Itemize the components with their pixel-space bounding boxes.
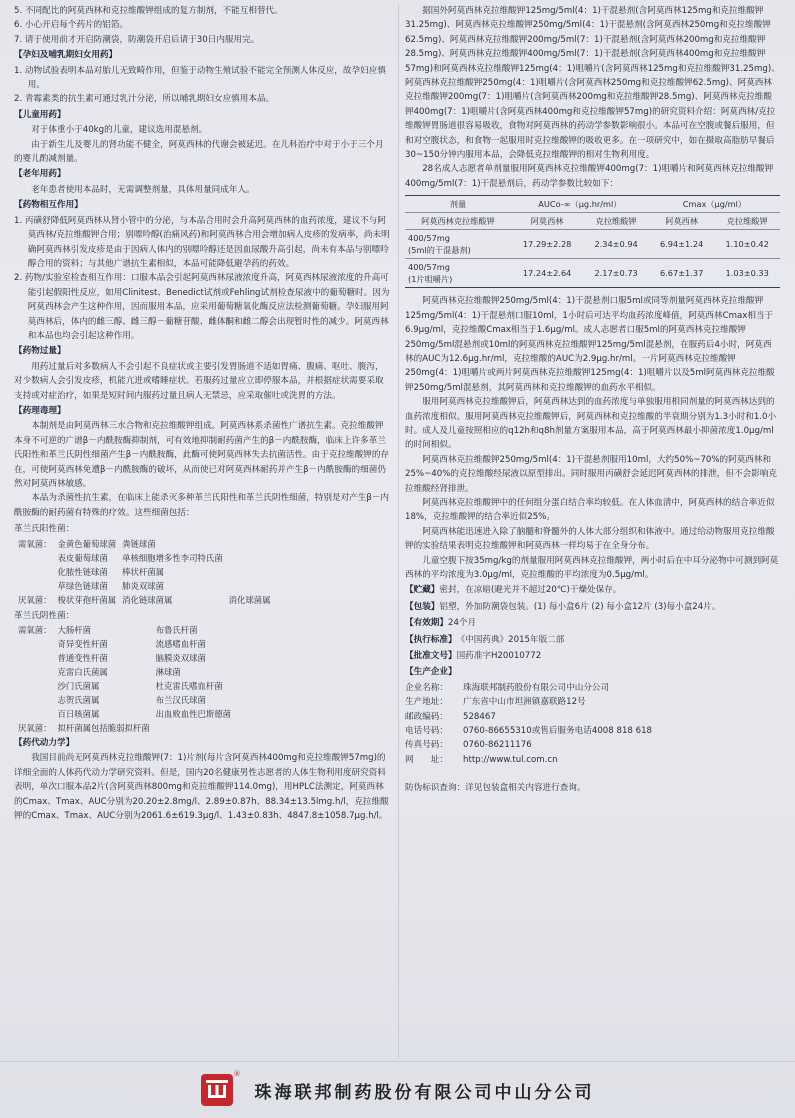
company-logo-icon [201,1070,241,1106]
manufacturer-postcode-line [405,710,780,724]
overdose-paragraph: 用药过量后对多数病人不会引起不良症状或主要引发胃肠道不适如胃痛、腹痛、呕吐、腹泻，对少数病人会引发皮疹，机能亢进或嗜睡症状。若服药过量应立即停服本品，并根据症状需要采取支持或对症治疗，如果是短时间内服药过量且病人无禁忌，应采取催吐或洗胃的方法。 [14,361,384,401]
pharmacokinetics-paragraph: 阿莫西林能迅速进入除了脑髓和脊髓外的人体大部分组织和体液中。通过给动物服用克拉维酸钾的实验结果表明克拉维酸钾和阿莫西林一样均易于在全身分布。 [405,526,775,552]
interaction-item: 1. 丙磺舒降低阿莫西林从肾小管中的分泌，与本品合用时会升高阿莫西林的血药浓度，建议不与阿莫西林/克拉维酸钾合用；别嘌呤醇(治痛风药)和阿莫西林合用会增加病人皮疹的发病率，尚未明确阿莫西林引发皮疹是由于因病人体内的别嘌呤醇还是因血尿酸升高引起，尚未有本品与别嘌呤醇合用的资料；与其他广谱抗生素相似，本品可能降低避孕药的药效。 [14,215,390,269]
standard-heading: 【执行标准】 [405,634,457,645]
children-heading: 【儿童用药】 [14,109,66,120]
left-column [14,4,390,1058]
approval-text: 国药准字H20010772 [456,651,542,662]
table-cell [156,721,237,735]
children-paragraph: 由于新生儿及婴儿的肾功能不健全，阿莫西林的代谢会被延迟。在儿科治疗中对于小于三个月的婴儿酌减剂量。 [14,139,384,165]
table-cell: 需氧菌： [18,625,52,636]
children-paragraph: 对于体重小于40kg的儿童，建议选用混悬剂。 [31,125,208,136]
table-row [18,593,277,607]
table-cell: 大肠杆菌 [57,625,91,636]
approval-line [405,648,780,664]
table-cell [229,565,277,579]
manufacturer-value: 广东省中山市坦洲镇嘉联路12号 [463,697,586,708]
manufacturer-key: 企业名称： [405,682,448,693]
table-cell: 淋球菌 [155,667,181,678]
validity-line [405,615,780,631]
manufacturer-name-line [405,681,780,695]
note-item-5: 5. 不同配比的阿莫西林和克拉维酸钾组成的复方制剂，不能互相替代。 [14,6,283,16]
table-cell: 沙门氏菌属 [57,681,100,692]
interaction-item: 2. 药物/实验室检查相互作用：口服本品会引起阿莫西林尿液浓度升高，阿莫西林尿液浓度的升高可能引起假阳性反应，如用Clinitest、Benedict试剂或Fehling试剂检查尿液中的葡萄糖时。因为阿莫西林会产生这种作用，因而服用本品，应采用葡萄糖氧化酶反应法检测葡萄糖。孕妇服用阿莫西林后，体内的雌三醇、雌三醇－葡糖苷酸、雌体酮和雌二醇会出现暂时性的减少。阿莫西林和本品也均会引起这种作用。 [14,273,390,341]
pharmacokinetics-paragraph: 阿莫西林克拉维酸钾250mg/5ml(4：1)干混悬剂服用10ml，大约50%~70%的阿莫西林和25%~40%的克拉维酸经尿液以原型排出。同时服用丙磺舒会延迟阿莫西林的排泄，但不会影响克拉维酸经肾排泄。 [405,454,777,494]
standard-text: 《中国药典》2015年版二部 [456,634,565,645]
table-cell: 布兰汉氏球菌 [155,695,206,706]
table-cell: 2.34±0.94 [583,230,649,259]
gram-positive-title: 革兰氏阳性菌： [14,524,75,535]
table-row [405,259,780,288]
table-cell: 1.10±0.42 [714,230,780,259]
table-cell: 17.29±2.28 [511,230,583,259]
gram-negative-title: 革兰氏阴性菌： [14,610,75,621]
table-cell: 厌氧菌： [18,594,52,605]
right-column [398,4,780,1058]
table-cell: 表皮葡萄球菌 [57,552,108,563]
storage-line [405,582,780,598]
pregnancy-heading: 【孕妇及哺乳期妇女用药】 [14,50,118,61]
pregnancy-item: 2. 青霉素类的抗生素可通过乳汁分泌，所以哺乳期妇女应慎用本品。 [14,94,275,105]
table-row [18,707,237,721]
manufacturer-value: 528467 [463,711,496,722]
table-cell: 布鲁氏杆菌 [155,625,198,636]
pharmacology-paragraph: 本制剂是由阿莫西林三水合物和克拉维酸钾组成。阿莫西林系杀菌性广谱抗生素。克拉维酸钾本身不可逆的广谱β－内酰胺酶抑制剂，可有效地抑制耐药菌产生的β－内酰胺酶，临床上许多革兰氏阳性和革兰氏阴性细菌产生β－内酰胺酶，此酶可使阿莫西林失去抗菌活性。由于克拉维酸钾的存在，可使阿莫西林免遭β－内酰胺酶的破坏，从而使已对阿莫西林耐药并产生β－内酰胺酶的细菌仍然对阿莫西林敏感。 [14,421,390,489]
tul-logo-mark [204,1077,230,1103]
table-cell: 6.67±1.37 [649,259,715,288]
table-cell: 流感嗜血杆菌 [155,639,206,650]
subheader-cell: 阿莫西林 [511,213,583,230]
table-cell: 脑膜炎双球菌 [155,653,206,664]
manufacturer-value: http://www.tul.com.cn [463,754,558,765]
table-cell [229,579,277,593]
table-cell: 草绿色链球菌 [57,580,108,591]
gram-positive-table [18,537,277,607]
package-text: 铝塑，外加防潮袋包装。(1) 每小盒6片 (2) 每小盒12片 (3)每小盒24片。 [439,601,721,612]
interactions-heading: 【药物相互作用】 [14,200,83,211]
table-row [18,551,277,565]
manufacturer-value: 0760-86211176 [463,740,532,751]
storage-text: 密封，在凉暗(避光并不超过20℃)干燥处保存。 [439,585,622,596]
pregnancy-item: 1. 动物试验表明本品对胎儿无致畸作用，但鉴于动物生殖试验不能完全预测人体反应，故孕妇应慎用。 [14,65,386,91]
manufacturer-key: 传真号码： [405,740,448,751]
table-row [18,637,237,651]
elderly-paragraph: 老年患者使用本品时，无需调整剂量，具体用量同成年人。 [31,184,255,195]
table-row [18,565,277,579]
pharmacokinetics-heading: 【药代动力学】 [14,738,75,749]
anti-fake-note: 防伪标识查询：详见包装盒相关内容进行查询。 [405,783,586,794]
dose-value: 400/57mg [408,233,450,244]
table-cell [18,693,58,707]
table-row [18,651,237,665]
dose-form: (5ml的干混悬剂) [408,245,471,256]
pharmacology-paragraph: 本品为杀菌性抗生素，在临床上能杀灭多种革兰氏阳性和革兰氏阴性细菌，特别是对产生β－内酰胺酶的耐药菌有特殊的疗效。这些细菌包括： [14,493,390,518]
manufacturer-heading: 【生产企业】 [405,667,457,678]
manufacturer-key: 邮政编码： [405,711,448,722]
table-cell: 金黄色葡萄球菌 [57,538,117,549]
dose-value: 400/57mg [408,262,450,273]
table-cell: 梭状芽孢杆菌属 [57,594,117,605]
standard-line [405,632,780,648]
table-cell: 化脓性链球菌 [57,566,108,577]
table-cell [18,679,58,693]
table-cell: 普通变性杆菌 [57,653,108,664]
table-cell: 厌氧菌： [18,723,52,734]
table-row [18,579,277,593]
table-cell: 消化链球菌属 [122,594,173,605]
pk-comparison-table [405,195,780,288]
pharmacokinetics-paragraph: 服用阿莫西林克拉维酸钾后，阿莫西林达到的血药浓度与单独服用相同剂量的阿莫西林达到的血药浓度相似。服用阿莫西林克拉维酸钾后，阿莫西林和克拉维酸的半衰期分别为1.3小时和1.0小时。成人及儿童按照相应的q12h和q8h剂量方案服用本品，高于阿莫西林最小抑菌浓度1.0μg/ml的时间相似。 [405,397,777,451]
table-row [18,537,277,551]
registered-mark-icon: ® [233,1070,241,1078]
table-cell [18,551,58,565]
pharmacokinetics-paragraph: 阿莫西林克拉维酸钾中的任何组分蛋白结合率均较低。在人体血清中，阿莫西林的结合率近似18%，克拉维酸钾的结合率近似25%。 [405,497,775,523]
col-header-dose: 剂量 [405,196,511,213]
table-row [18,679,237,693]
manufacturer-address-line [405,695,780,709]
storage-heading: 【贮藏】 [405,585,440,596]
note-item-6: 6. 小心开启每个药片的铝箔。 [14,20,129,31]
table-cell: 消化球菌属 [228,594,271,605]
pharmacology-heading: 【药理毒理】 [14,405,66,416]
dose-form: (1片咀嚼片) [408,274,453,285]
overdose-heading: 【药物过量】 [14,346,66,357]
table-cell: 需氧菌： [18,538,52,549]
validity-text: 24个月 [447,618,477,629]
manufacturer-phone-line [405,724,780,738]
table-cell [18,665,58,679]
table-cell: 出血败血性巴斯德菌 [155,709,231,720]
table-cell [18,651,58,665]
pharmacokinetics-paragraph: 阿莫西林克拉维酸钾250mg/5ml(4：1)干混悬剂口服5ml或同等剂量阿莫西林克拉维酸钾125mg/5ml(4：1)干混悬剂口服10ml，1小时后可达平均血药浓度峰值，阿莫西林Cmax相当于6.9μg/ml，克拉维酸Cmax相当于1.6μg/ml。成人志愿者口服5ml的阿莫西林克拉维酸钾250mg/5ml混悬剂或10ml的阿莫西林克拉维酸钾125mg/5ml混悬剂，在服药后4小时，阿莫西林的AUC为12.6μg.hr/ml，克拉维酸的AUC为2.9μg.hr/ml。一片阿莫西林克拉维酸钾250mg(4：1)咀嚼片或两片阿莫西林克拉维酸钾125mg(4：1)咀嚼片以及5ml阿莫西林克拉维酸钾250mg/5ml混悬剂，其阿莫西林和克拉维酸钾的血药水平相似。 [405,296,775,393]
manufacturer-key: 网 址： [405,754,448,765]
pharmacokinetics-paragraph: 据国外阿莫西林克拉维酸钾125mg/5ml(4：1)干混悬剂(含阿莫西林125mg和克拉维酸钾31.25mg)、阿莫西林克拉维酸钾250mg/5ml(4：1)干混悬剂(含阿莫西林250mg和克拉维酸钾62.5mg)、阿莫西林克拉维酸钾200mg/5ml(7：1)干混悬剂(含阿莫西林200mg和克拉维酸钾28.5mg)、阿莫西林克拉维酸钾400mg/5ml(7：1)干混悬剂(含阿莫西林400mg和克拉维酸钾57mg)和阿莫西林克拉维酸钾125mg(4：1)咀嚼片(含阿莫西林125mg和克拉维酸钾31.25mg)、阿莫西林克拉维酸钾250mg(4：1)咀嚼片(含阿莫西林250mg和克拉维酸钾62.5mg)、阿莫西林克拉维酸钾200mg(7：1)咀嚼片(含阿莫西林200mg和克拉维酸钾28.5mg)、阿莫西林克拉维酸钾400mg(7：1)咀嚼片(含阿莫西林400mg和克拉维酸钾57mg)的研究资料介绍：阿莫西林/克拉维酸钾胃肠道很容易吸收，食物对阿莫西林的药动学参数影响很小。本品可在空腹或餐后服用，但和对空腹状态，和食物一起服用时克拉维酸钾的吸收更多。在一项研究中，如在摄取高脂肪早餐后30~150分钟内服用本品，会降低克拉维酸钾的相对生物利用度。 [405,6,780,161]
approval-heading: 【批准文号】 [405,651,457,662]
subheader-cell: 克拉维酸钾 [714,213,780,230]
table-cell: 志贺氏菌属 [57,695,100,706]
table-cell: 肺炎双球菌 [122,580,164,591]
col-header-cmax: Cmax（μg/ml） [649,196,780,213]
table-cell [18,579,58,593]
table-cell: 粪链球菌 [122,538,156,549]
table-cell [18,565,58,579]
footer-company-name: 珠海联邦制药股份有限公司中山分公司 [254,1082,595,1103]
table-cell [229,537,277,551]
package-line [405,599,780,615]
table-cell: 棒状杆菌属 [122,566,164,577]
table-cell: 2.17±0.73 [583,259,649,288]
table-header-row [405,196,780,213]
pharmacokinetics-paragraph: 28名成人志愿者单剂量服用阿莫西林克拉维酸钾400mg(7：1)咀嚼片和阿莫西林克拉维酸钾400mg/5ml(7：1)干混悬剂后，药动学参数比较如下： [405,164,774,189]
table-cell: 杜克雷氏嗜血杆菌 [155,681,223,692]
dose-cell [405,230,511,259]
table-cell [18,637,58,651]
table-cell: 克雷白氏菌属 [57,667,108,678]
pharmacokinetics-paragraph: 儿童空腹下按35mg/kg的剂量服用阿莫西林克拉维酸钾，两小时后在中耳分泌物中可测到阿莫西林的平均浓度为3.0μg/ml，克拉维酸的平均浓度为0.5μg/ml。 [405,555,779,580]
subheader-cell: 阿莫西林 [649,213,715,230]
note-item-7: 7. 请于使用前才开启防潮袋，防潮袋开启后请于30日内服用完。 [14,34,260,45]
table-cell: 单核细胞增多性李司特氏菌 [122,552,223,563]
table-cell [229,551,277,565]
manufacturer-key: 电话号码： [405,726,448,737]
elderly-heading: 【老年用药】 [14,169,66,180]
table-row [18,693,237,707]
table-cell: 奇异变性杆菌 [57,639,108,650]
table-row [18,623,237,637]
table-row [405,230,780,259]
pharmacokinetics-paragraph: 我国目前尚无阿莫西林克拉维酸钾(7：1)片剂(每片含阿莫西林400mg和克拉维酸钾57mg)的详细全面的人体药代动力学研究资料。但是，国内20名健康男性志愿者的人体生物利用度研究资料表明，单次口服本品2片(含阿莫西林800mg和克拉维酸钾114.0mg)，用HPLC法测定，阿莫西林的Cmax、Tmax、AUC分别为20.20±2.8mg/l、2.89±0.87h、88.34±13.5lmg.h/l，克拉维酸钾的Cmax、Tmax、AUC分别为2061.6±619.3μg/l、1.43±0.83h、4847.8±1058.7μg.h/l。 [14,753,389,822]
package-heading: 【包装】 [405,601,440,612]
manufacturer-value: 珠海联邦制药股份有限公司中山分公司 [463,682,610,693]
table-subheader-row [405,213,780,230]
table-cell: 17.24±2.64 [511,259,583,288]
table-row [18,665,237,679]
table-row [18,721,237,735]
manufacturer-fax-line [405,738,780,752]
dose-cell [405,259,511,288]
subheader-cell: 阿莫西林克拉维酸钾 [405,213,511,230]
subheader-cell: 克拉维酸钾 [583,213,649,230]
footer [0,1061,795,1118]
manufacturer-website-line [405,753,780,767]
gram-negative-table [18,623,237,735]
table-cell [18,707,58,721]
table-cell: 6.94±1.24 [649,230,715,259]
col-header-auc: AUCo-∞（μg.hr/ml） [511,196,649,213]
table-cell: 1.03±0.33 [714,259,780,288]
validity-heading: 【有效期】 [405,618,448,629]
manufacturer-value: 0760-86655310或售后服务电话4008 818 618 [463,726,653,737]
table-cell: 拟杆菌属包括脆弱拟杆菌 [57,723,150,734]
manufacturer-key: 生产地址： [405,697,448,708]
table-cell: 百日咳菌属 [57,709,100,720]
